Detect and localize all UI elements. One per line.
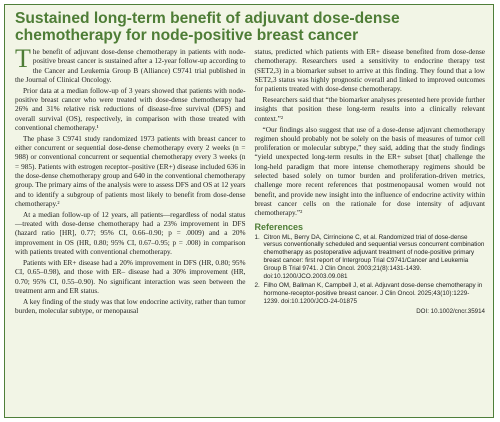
references-heading: References: [254, 221, 304, 232]
paragraph-text: he benefit of adjuvant dose-dense chemotherapy in patients with node-positive breast cancer is sustained after a 12-year follow-up according to the Cancer and Leukemia Group B (Alliance) C9741 trial published in the Journal of Clinical Oncology.: [15, 48, 246, 84]
article-box: [4, 4, 494, 418]
paragraph: Patients with ER+ disease had a 20% improvement in DFS (HR, 0.80; 95% CI, 0.65–0.98), and those with ER– disease had a 30% improvement (HR, 0.70; 95% CI, 0.55–0.90). No significant interaction was seen between the treatment arm and ER status.: [15, 258, 246, 295]
reference-number: 1.: [254, 233, 260, 241]
paragraph: Researchers said that “the biomarker analyses presented here provide further insights that position these long-term results into a clinically relevant context.”²: [254, 96, 485, 123]
reference-text: Filho OM, Ballman K, Campbell J, et al. Adjuvant dose-dense chemotherapy in hormone-receptor-positive breast cancer. J Clin Oncol. 2025;43(10):1229-1239. doi:10.1200/JCO-24-01875: [263, 282, 483, 305]
paragraph: status, predicted which patients with ER+ disease benefited from dose-dense chemotherapy. Researchers used a sensitivity to endocrine therapy test (SET2,3) in a biomarker subset to arrive at this finding. They found that a low SET2,3 status was highly prognostic overall and linked to improved outcomes for patients treated with dose-dense chemotherapy.: [254, 48, 485, 94]
paragraph: A key finding of the study was that low endocrine activity, rather than tumor burden, molecular subtype, or menopausal: [15, 297, 246, 315]
paragraph: [15, 44, 246, 85]
article-title: Sustained long-term benefit of adjuvant dose-dense chemotherapy for node-positive breast cancer: [15, 10, 400, 44]
paragraph: “Our findings also suggest that use of a dose-dense adjuvant chemotherapy regimen should probably not be solely on the basis of measures of tumor cell proliferation or molecular subtype,” they said, adding that the study findings “yield unexpected long-term results in the ER+ subset [that] challenge the long-held paradigm that more intense chemotherapy regimens should be selected based solely on tumor burden and proliferation-driven metrics, challenge more recent references that postmenopausal women would not benefit, and provide new insight into the influence of endocrine activity within breast cancer cells on the rationale for dose intensity of adjuvant chemotherapy.”²: [254, 125, 485, 218]
reference-text: Citron ML, Berry DA, Cirrincione C, et al. Randomized trial of dose-dense versus conventionally scheduled and sequential versus concurrent combination chemotherapy as postoperative adjuvant treatment of node-positive primary breast cancer: first report of Intergroup Trial C9741/Cancer and Leukemia Group B Trial 9741. J Clin Oncol. 2003;21(8):1431-1439. doi:10.1200/JCO.2003.09.081: [263, 233, 485, 280]
reference-item: [255, 234, 486, 281]
doi-label: DOI: 10.1002/cncr.35914: [416, 307, 485, 315]
reference-list: [255, 234, 486, 306]
paragraph: Prior data at a median follow-up of 3 years showed that patients with node-positive breast cancer who were treated with dose-dense chemotherapy had 26% and 31% relative risk reductions of disease-free survival (DFS) and overall survival (OS), respectively, in comparison with those treated with conventional chemotherapy.¹: [15, 86, 246, 132]
article-columns: [15, 44, 485, 318]
reference-item: [255, 282, 486, 305]
right-column-body: [255, 48, 486, 219]
right-column: [255, 48, 486, 318]
drop-cap: T: [15, 44, 31, 73]
paragraph: At a median follow-up of 12 years, all patients—regardless of nodal status—treated with dose-dense chemotherapy had a 23% improvement in DFS (hazard ratio [HR], 0.77; 95% CI, 0.66–0.90; p = .0009) and a 20% improvement in OS (HR, 0.80; 95% CI, 0.67–0.95; p = .008) in comparison with patients treated with conventional chemotherapy.: [15, 210, 246, 257]
reference-number: 2.: [254, 282, 260, 290]
paragraph: The phase 3 C9741 study randomized 1973 patients with breast cancer to either concurrent or sequential dose-dense chemotherapy every 2 weeks (n = 988) or conventional concurrent or sequential chemotherapy every 3 weeks (n = 985). Patients with estrogen receptor–positive (ER+) disease included 636 in the dose-dense chemotherapy group and 640 in the conventional chemotherapy group. The primary aims of the analysis were to assess DFS and OS at 12 years and to identify a subgroup of patients most likely to benefit from dose-dense chemotherapy.²: [15, 134, 246, 208]
left-column: [15, 44, 246, 318]
